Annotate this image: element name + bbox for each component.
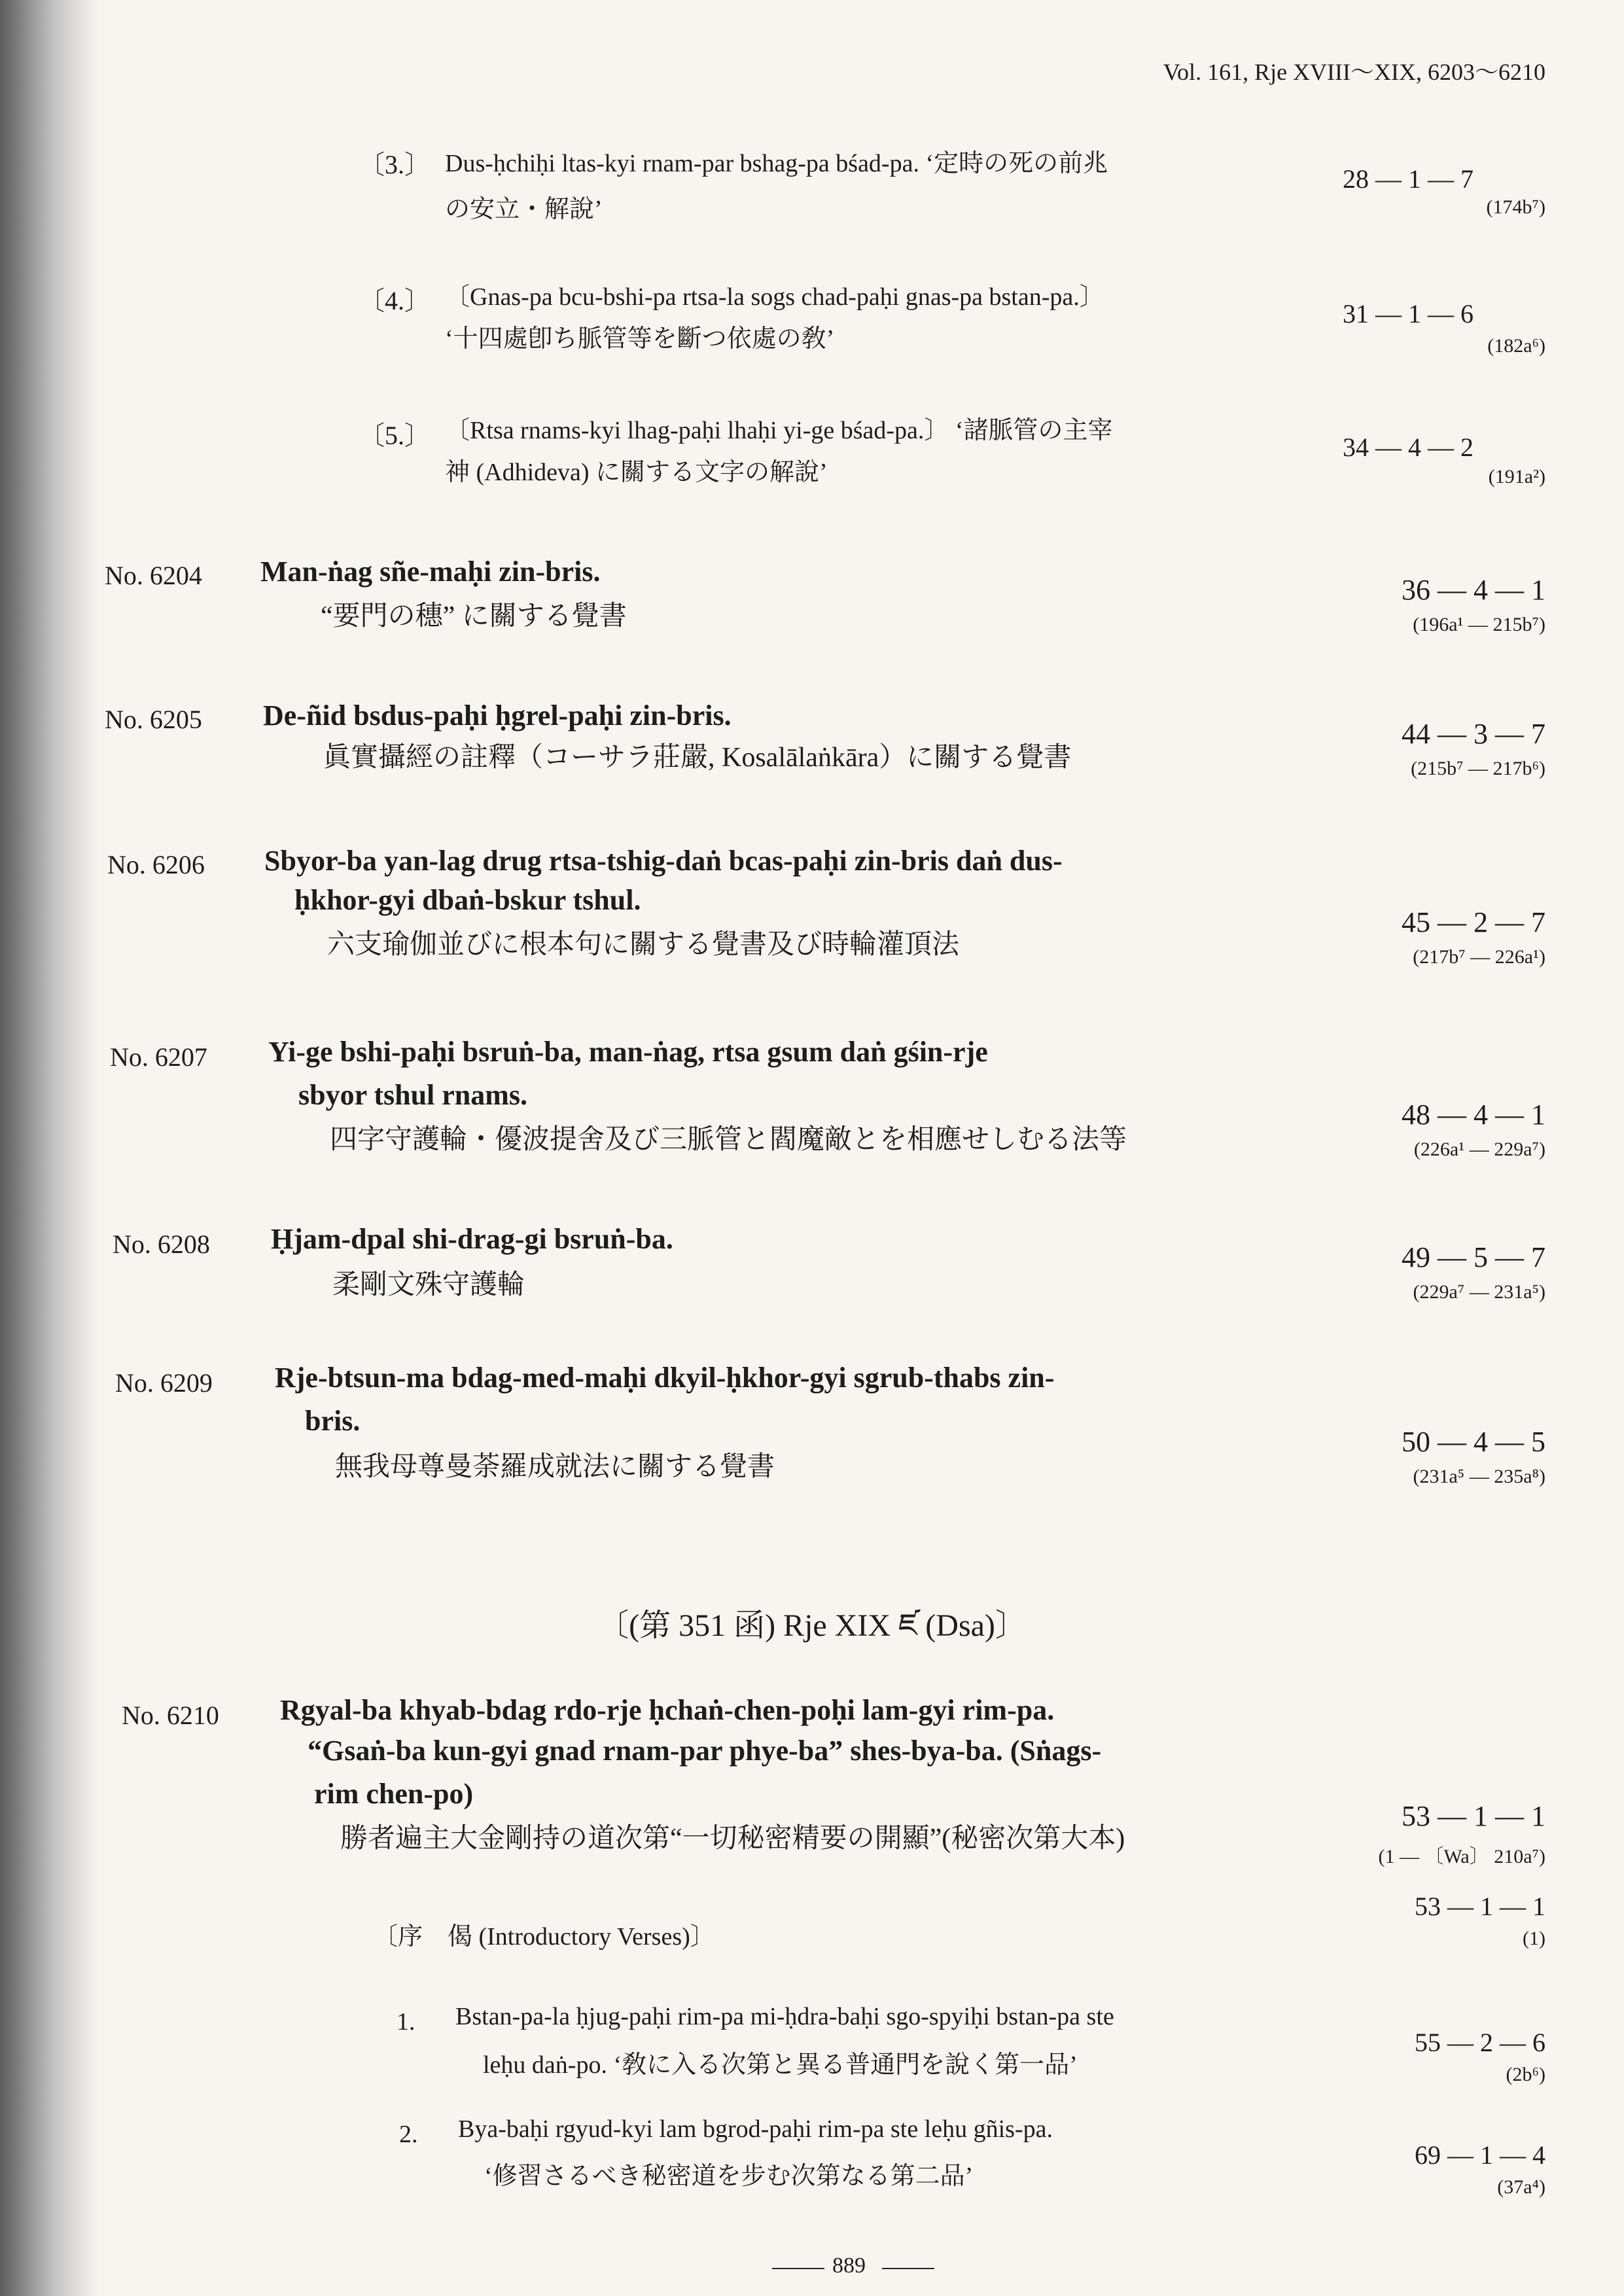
subentry-number: 〔4.〕 xyxy=(359,286,431,315)
folio-reference: (217b⁷ — 226a¹) xyxy=(1413,946,1545,968)
subentry-line: Dus-ḥchiḥi ltas-kyi rnam-par bshag-pa bśad-pa. ‘定時の死の前兆 xyxy=(445,150,1108,177)
chapter-line: ‘修習さるべき秘密道を步む次第なる第二品’ xyxy=(484,2163,974,2190)
entry-japanese: “要門の穗” に關する覺書 xyxy=(321,601,627,631)
page-header: Vol. 161, Rje XVIII～XIX, 6203～6210 xyxy=(1163,59,1545,85)
subentry-number: 〔3.〕 xyxy=(359,150,431,179)
entry-title: rim chen-po) xyxy=(314,1778,474,1810)
volume-reference: 49 — 5 — 7 xyxy=(1402,1241,1545,1273)
volume-reference: 50 — 4 — 5 xyxy=(1402,1426,1545,1458)
entry-title: ḥkhor-gyi dbaṅ-bskur tshul. xyxy=(294,884,641,916)
entry-japanese: 勝者遍主大金剛持の道次第“一切秘密精要の開顯”(秘密次第大本) xyxy=(340,1824,1125,1854)
entry-title: sbyor tshul rnams. xyxy=(298,1079,528,1111)
chapter-number: 2. xyxy=(399,2121,418,2148)
entry-number: No. 6207 xyxy=(110,1042,207,1072)
entry-title: Man-ṅag sñe-maḥi zin-bris. xyxy=(260,556,601,588)
entry-number: No. 6206 xyxy=(107,850,205,879)
volume-reference: 28 — 1 — 7 xyxy=(1343,164,1474,194)
folio-reference: (226a¹ — 229a⁷) xyxy=(1413,1139,1545,1160)
folio-reference: (1) xyxy=(1523,1928,1545,1949)
entry-japanese: 柔剛文殊守護輪 xyxy=(332,1270,525,1300)
entry-title: bris. xyxy=(305,1405,361,1437)
folio-reference: (182a⁶) xyxy=(1487,335,1545,357)
subentry-line: 神 (Adhideva) に關する文字の解說’ xyxy=(445,459,828,486)
entry-title: De-ñid bsdus-paḥi ḥgrel-paḥi zin-bris. xyxy=(263,699,732,732)
subentry-line: ‘十四處卽ち脈管等を斷つ依處の敎’ xyxy=(445,325,835,353)
entry-japanese: 四字守護輪・優波提舍及び三脈管と閻魔敵とを相應せしむる法等 xyxy=(330,1125,1127,1155)
volume-reference: 44 — 3 — 7 xyxy=(1402,718,1545,750)
entry-number: No. 6204 xyxy=(105,561,202,590)
entry-japanese: 眞實攝經の註釋（コーサラ莊嚴, Kosalālaṅkāra）に關する覺書 xyxy=(323,743,1072,773)
book-spine-shadow xyxy=(0,0,98,2296)
section-heading: 〔(第 351 函) Rje XIX ཛ (Dsa)〕 xyxy=(597,1608,1027,1643)
chapter-line: Bstan-pa-la ḥjug-paḥi rim-pa mi-ḥdra-baḥi sgo-spyiḥi bstan-pa ste xyxy=(455,2003,1114,2030)
folio-reference: (174b⁷) xyxy=(1486,196,1545,218)
folio-reference: (215b⁷ — 217b⁶) xyxy=(1411,758,1545,779)
volume-reference: 31 — 1 — 6 xyxy=(1343,299,1474,328)
folio-reference: (191a²) xyxy=(1488,466,1545,487)
entry-number: No. 6210 xyxy=(122,1701,219,1730)
folio-reference: (196a¹ — 215b⁷) xyxy=(1413,614,1545,635)
volume-reference: 36 — 4 — 1 xyxy=(1402,574,1545,606)
entry-title: Sbyor-ba yan-lag drug rtsa-tshig-daṅ bcas-paḥi zin-bris daṅ dus- xyxy=(264,845,1063,877)
folio-reference: (2b⁶) xyxy=(1506,2064,1545,2085)
entry-title: Yi-ge bshi-paḥi bsruṅ-ba, man-ṅag, rtsa gsum daṅ gśin-rje xyxy=(268,1036,988,1068)
entry-number: No. 6209 xyxy=(115,1368,213,1398)
chapter-line: leḥu daṅ-po. ‘敎に入る次第と異る普通門を說く第一品’ xyxy=(483,2051,1078,2079)
chapter-number: 1. xyxy=(397,2008,415,2036)
folio-reference: (1 — 〔Wa〕 210a⁷) xyxy=(1378,1846,1545,1867)
chapter-line: Bya-baḥi rgyud-kyi lam bgrod-paḥi rim-pa ste leḥu gñis-pa. xyxy=(458,2115,1053,2143)
subentry-line: 〔Gnas-pa bcu-bshi-pa rtsa-la sogs chad-paḥi gnas-pa bstan-pa.〕 xyxy=(445,283,1104,311)
volume-reference: 53 — 1 — 1 xyxy=(1415,1892,1545,1921)
intro-label: 〔序 偈 (Introductory Verses)〕 xyxy=(373,1923,715,1951)
entry-number: No. 6208 xyxy=(113,1229,210,1259)
subentry-line: 〔Rtsa rnams-kyi lhag-paḥi lhaḥi yi-ge bśad-pa.〕 ‘諸脈管の主宰 xyxy=(445,417,1113,444)
entry-japanese: 無我母尊曼荼羅成就法に關する覺書 xyxy=(335,1452,775,1482)
volume-reference: 48 — 4 — 1 xyxy=(1402,1099,1545,1131)
subentry-line: の安立・解說’ xyxy=(445,196,603,223)
volume-reference: 34 — 4 — 2 xyxy=(1343,433,1474,462)
entry-title: Rje-btsun-ma bdag-med-maḥi dkyil-ḥkhor-gyi sgrub-thabs zin- xyxy=(275,1362,1055,1394)
volume-reference: 53 — 1 — 1 xyxy=(1402,1800,1545,1832)
entry-japanese: 六支瑜伽並びに根本句に關する覺書及び時輪灌頂法 xyxy=(327,930,960,960)
page-number: 889 xyxy=(832,2253,866,2278)
folio-reference: (229a⁷ — 231a⁵) xyxy=(1413,1281,1545,1303)
volume-reference: 69 — 1 — 4 xyxy=(1415,2140,1545,2170)
entry-title: “Gsaṅ-ba kun-gyi gnad rnam-par phye-ba” shes-bya-ba. (Sṅags- xyxy=(308,1735,1102,1767)
entry-title: Ḥjam-dpal shi-drag-gi bsruṅ-ba. xyxy=(271,1223,673,1255)
entry-title: Rgyal-ba khyab-bdag rdo-rje ḥchaṅ-chen-poḥi lam-gyi rim-pa. xyxy=(280,1694,1055,1726)
volume-reference: 45 — 2 — 7 xyxy=(1402,906,1545,938)
folio-reference: (231a⁵ — 235a⁸) xyxy=(1413,1466,1545,1487)
folio-reference: (37a⁴) xyxy=(1497,2176,1545,2198)
page-number-rule-right xyxy=(882,2268,934,2269)
entry-number: No. 6205 xyxy=(105,705,202,734)
volume-reference: 55 — 2 — 6 xyxy=(1415,2028,1545,2057)
page-number-rule-left xyxy=(772,2268,824,2269)
subentry-number: 〔5.〕 xyxy=(359,421,431,450)
